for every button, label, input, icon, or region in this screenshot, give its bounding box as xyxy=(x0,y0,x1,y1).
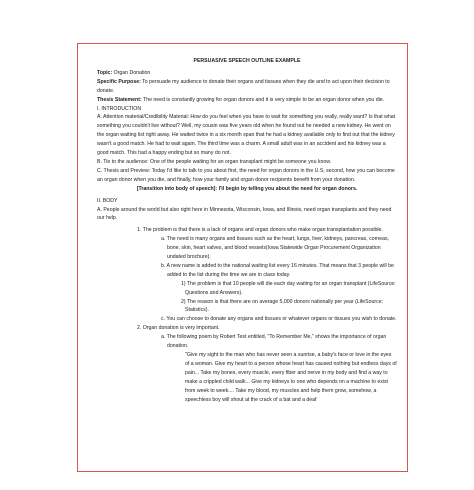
purpose-label: Specific Purpose: xyxy=(97,78,141,85)
thesis-line xyxy=(97,96,397,105)
transition-line: [Transition into body of speech]: I'll begin by telling you about the need for organ donors. xyxy=(136,185,358,192)
body-sub-1c: c. You can choose to donate any organs and tissues or whatever organs or tissues you wish to donate. xyxy=(161,316,397,323)
document-title: PERSUASIVE SPEECH OUTLINE EXAMPLE xyxy=(193,58,301,64)
body-sub-1b1: 1) The problem is that 10 people will die each day waiting for an organ transplant (LifeSource: Questions and Answers). xyxy=(181,280,396,296)
topic-line xyxy=(97,69,397,78)
body-point-a: A. People around the world but also right here in Minnesota, Wisconsin, Iowa, and Illinois, need organ transplants and they need our help. xyxy=(97,206,392,222)
thesis-label: Thesis Statement: xyxy=(97,96,142,103)
body-sub-1a: a. The need is many organs and tissues such as the heart, lungs, liver, kidneys, pancreas, corneas, bone, skin, heart valves, and blood vessels(Iowa Statewide Organ Procurement Organization undated brochure). xyxy=(161,236,389,261)
body-heading: II. BODY xyxy=(97,197,118,204)
outline-content xyxy=(97,57,397,404)
poem-text: "Give my sight to the man who has never seen a sunrise, a baby's face or love in the eyes of a woman. Give my heart to a person whose heart has caused nothing but endless days of pain... Take my bones, every muscle, every fiber and nerve in my body and find a way to make a crippled child walk... Give my kidneys to one who depends on a machine to exist from week to week.... Take my blood, my muscles and help them grow, somehow, a speechless boy will shout at the crack of a bat and a deaf xyxy=(185,352,397,403)
topic-value: Organ Donation xyxy=(112,69,151,76)
body-sub-2: 2. Organ donation is very important. xyxy=(137,325,220,332)
intro-heading: I. INTRODUCTION xyxy=(97,105,142,112)
body-sub-1b: b. A new name is added to the national waiting list every 16 minutes. That means that 3 people will be added to the list during the time we are in class today. xyxy=(161,262,394,278)
thesis-value: The need is constantly growing for organ donors and it is very simple to be an organ donor when you die. xyxy=(141,96,385,103)
body-sub-2a: a. The following poem by Robert Test entitled, "To Remember Me," shows the importance of organ donation. xyxy=(161,334,387,350)
intro-point-c: C. Thesis and Preview: Today I'd like to talk to you about first, the need for organ donors in the U.S, second, how you can become an organ donor when you die, and finally, how your family and organ donor recipients benefit from your donation. xyxy=(97,167,395,183)
purpose-line xyxy=(97,78,397,96)
intro-point-a: A. Attention material/Credibility Material: How do you feel when you have to wait for something you really, really want? Is that what something you couldn't live without? Well, my cousin was five years old when he found out he needed a new kidney. He went on the organ waiting list right away. He waited twice in a six month span that he had a kidney available only to find out that the kidney wasn't a good match. He had to wait again. The third time was a charm. A small adult was in an accident and his kidney was a good match. This had a happy ending but so many do not. xyxy=(97,114,396,157)
intro-point-b: B. Tie to the audience: One of the people waiting for an organ transplant might be someone you know. xyxy=(97,158,332,165)
body-sub-1b2: 2) The reason is that there are on average 5,000 donors nationally per year (LifeSource: Statistics). xyxy=(181,298,384,314)
topic-label: Topic: xyxy=(97,69,113,76)
body-sub-1: 1. The problem is that there is a lack of organs and organ donors who make organ transplantation possible. xyxy=(137,227,383,234)
purpose-value: To persuade my audience to donate their organs and tissues when they die and to act upon their decision to donate. xyxy=(97,78,390,94)
